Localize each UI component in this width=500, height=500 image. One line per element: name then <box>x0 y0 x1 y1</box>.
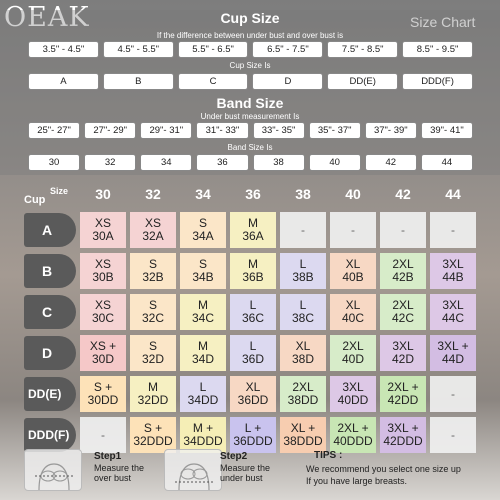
size-cell <box>180 376 226 412</box>
brand-logo: OEAK <box>4 2 90 33</box>
size-cell-letter: - <box>451 386 455 401</box>
size-cell <box>180 335 226 371</box>
cup-range-pill-5: 8.5" - 9.5" <box>402 41 473 58</box>
size-cell-letter: M <box>248 257 258 271</box>
size-cell-letter: M <box>248 216 258 230</box>
cup-value-pill-5: DDD(F) <box>402 73 473 90</box>
grid-size-label: Size <box>50 186 69 196</box>
size-cell-letter: - <box>351 222 355 237</box>
size-cell <box>280 212 326 248</box>
size-cell <box>430 294 476 330</box>
size-cell <box>380 253 426 289</box>
size-cell-code: 38B <box>292 270 314 284</box>
band-range-pill-2: 29"- 31" <box>140 122 192 139</box>
size-cell-code: 42B <box>392 270 414 284</box>
size-cell-letter: S <box>198 216 207 230</box>
size-cell-letter: M <box>198 298 208 312</box>
size-cell <box>180 212 226 248</box>
size-cell <box>130 294 176 330</box>
cup-range-row <box>28 41 473 58</box>
size-cell-letter: - <box>451 427 455 442</box>
size-cell <box>180 294 226 330</box>
size-cell-letter: XL <box>345 298 361 312</box>
grid-band-header-42: 42 <box>395 186 411 202</box>
band-range-pill-4: 33"- 35" <box>253 122 305 139</box>
tips-line-2: If you have large breasts. <box>306 476 408 486</box>
size-cell-code: 30B <box>92 270 114 284</box>
grid-band-header-32: 32 <box>145 186 161 202</box>
size-cell-code: 34DDD <box>183 434 223 448</box>
size-cell-letter: XS <box>94 216 111 230</box>
underbust-illustration <box>164 449 222 491</box>
size-cell <box>380 335 426 371</box>
cup-value-pill-3: D <box>252 73 323 90</box>
size-cell-letter: 2XL + <box>337 421 369 435</box>
band-value-pill-4: 38 <box>253 154 305 171</box>
size-cell <box>330 253 376 289</box>
size-cell <box>280 294 326 330</box>
band-value-pill-7: 44 <box>421 154 473 171</box>
size-cell-code: 30A <box>92 229 114 243</box>
size-cell-code: 40D <box>341 352 364 366</box>
band-value-row <box>28 154 473 171</box>
grid-corner-header <box>24 186 74 211</box>
size-cell-letter: M <box>148 380 158 394</box>
size-cell-code: 32DD <box>137 393 169 407</box>
size-cell-letter: S + <box>93 380 113 394</box>
chart-title: Size Chart <box>410 14 476 30</box>
size-cell <box>80 253 126 289</box>
size-cell <box>430 212 476 248</box>
size-cell <box>80 335 126 371</box>
band-range-pill-5: 35"- 37" <box>309 122 361 139</box>
grid-row-label: DDD(F) <box>24 418 76 452</box>
tips-title: TIPS : <box>314 450 343 461</box>
size-cell-letter: XL <box>245 380 261 394</box>
size-cell-letter: 2XL <box>342 339 364 353</box>
size-cell <box>330 376 376 412</box>
grid-row-label: B <box>24 254 76 288</box>
size-cell-code: 30DD <box>87 393 119 407</box>
size-cell <box>380 212 426 248</box>
size-cell <box>80 376 126 412</box>
size-cell-letter: M + <box>192 421 214 435</box>
size-cell <box>230 253 276 289</box>
grid-band-header-38: 38 <box>295 186 311 202</box>
size-cell-code: 42D <box>391 352 414 366</box>
cup-range-pill-2: 5.5" - 6.5" <box>178 41 249 58</box>
size-cell <box>180 253 226 289</box>
size-cell-code: 34C <box>191 311 214 325</box>
size-cell-letter: 3XL <box>392 339 414 353</box>
size-cell-code: 32C <box>141 311 164 325</box>
size-cell <box>330 294 376 330</box>
cup-range-pill-1: 4.5" - 5.5" <box>103 41 174 58</box>
size-cell-letter: L <box>299 257 307 271</box>
size-cell-code: 40DDD <box>333 434 373 448</box>
size-cell-letter: 2XL <box>392 298 414 312</box>
grid-row-label: DD(E) <box>24 377 76 411</box>
size-cell <box>130 253 176 289</box>
size-cell-letter: S <box>198 257 207 271</box>
cup-value-pill-2: C <box>178 73 249 90</box>
grid-band-header-30: 30 <box>95 186 111 202</box>
step2-title: Step2 <box>220 451 248 462</box>
tips-line-1: We recommend you select one size up <box>306 464 461 474</box>
size-cell-code: 34DD <box>187 393 219 407</box>
overbust-illustration <box>24 449 82 491</box>
cup-value-pill-1: B <box>103 73 174 90</box>
size-cell-code: 30D <box>91 352 114 366</box>
step1-desc: Measure the over bust <box>94 463 145 483</box>
size-cell-code: 36A <box>242 229 264 243</box>
size-cell <box>280 253 326 289</box>
size-cell-code: 34D <box>191 352 214 366</box>
size-cell-letter: L <box>199 380 207 394</box>
size-cell <box>280 376 326 412</box>
grid-row-label: C <box>24 295 76 329</box>
size-cell-code: 36C <box>241 311 264 325</box>
size-cell-letter: 3XL <box>442 298 464 312</box>
size-cell-letter: S <box>148 257 157 271</box>
size-cell-letter: XS <box>144 216 161 230</box>
cup-range-pill-0: 3.5" - 4.5" <box>28 41 99 58</box>
size-cell-letter: XS + <box>89 339 117 353</box>
size-cell-code: 36D <box>241 352 264 366</box>
band-range-pill-3: 31"- 33" <box>196 122 248 139</box>
band-range-pill-1: 27"- 29" <box>84 122 136 139</box>
size-cell <box>130 212 176 248</box>
size-cell-code: 38D <box>291 352 314 366</box>
size-cell-code: 38DDD <box>283 434 323 448</box>
size-cell-letter: - <box>101 427 105 442</box>
size-cell-code: 32A <box>142 229 164 243</box>
size-cell-code: 44D <box>441 352 464 366</box>
size-cell-code: 40DD <box>337 393 369 407</box>
size-cell-letter: - <box>401 222 405 237</box>
size-cell-letter: M <box>198 339 208 353</box>
size-cell-letter: 2XL + <box>387 380 419 394</box>
size-cell <box>230 294 276 330</box>
size-cell-letter: S <box>148 339 157 353</box>
band-value-pill-6: 42 <box>365 154 417 171</box>
size-cell-code: 40B <box>342 270 364 284</box>
size-cell-letter: 2XL <box>292 380 314 394</box>
size-cell-letter: L <box>299 298 307 312</box>
size-cell-letter: XL <box>295 339 311 353</box>
band-range-pill-7: 39"- 41" <box>421 122 473 139</box>
size-cell-code: 44B <box>442 270 464 284</box>
size-cell <box>330 335 376 371</box>
band-value-pill-5: 40 <box>309 154 361 171</box>
size-cell-code: 42DD <box>387 393 419 407</box>
grid-band-header-44: 44 <box>445 186 461 202</box>
size-cell-letter: XL + <box>290 421 316 435</box>
size-cell-letter: 2XL <box>392 257 414 271</box>
cup-section-caption2: Cup Size Is <box>229 61 271 70</box>
band-range-pill-0: 25"- 27" <box>28 122 80 139</box>
grid-band-header-34: 34 <box>195 186 211 202</box>
grid-band-header-40: 40 <box>345 186 361 202</box>
size-cell <box>430 253 476 289</box>
size-cell-code: 32D <box>141 352 164 366</box>
size-cell-letter: L + <box>244 421 262 435</box>
size-cell <box>80 212 126 248</box>
size-cell-letter: - <box>301 222 305 237</box>
size-cell-letter: XS <box>94 298 111 312</box>
size-cell-code: 42DDD <box>383 434 423 448</box>
band-value-pill-0: 30 <box>28 154 80 171</box>
size-cell <box>380 294 426 330</box>
cup-value-pill-0: A <box>28 73 99 90</box>
size-cell-code: 38C <box>291 311 314 325</box>
size-cell-letter: L <box>249 298 257 312</box>
cup-value-row <box>28 73 473 90</box>
size-cell-letter: S + <box>143 421 163 435</box>
cup-section-title: Cup Size <box>220 10 280 26</box>
cup-section-caption: If the difference between under bust and over bust is <box>156 31 344 40</box>
size-cell <box>230 335 276 371</box>
size-cell-letter: - <box>451 222 455 237</box>
size-cell <box>380 376 426 412</box>
band-value-pill-3: 36 <box>196 154 248 171</box>
size-cell-code: 36DD <box>237 393 269 407</box>
size-cell <box>130 335 176 371</box>
size-cell-code: 34B <box>192 270 214 284</box>
footer-instructions <box>24 446 494 496</box>
size-cell <box>430 335 476 371</box>
size-cell-code: 30C <box>91 311 114 325</box>
size-cell <box>230 212 276 248</box>
grid-row-label: D <box>24 336 76 370</box>
size-cell-letter: XS <box>94 257 111 271</box>
size-cell-letter: L <box>249 339 257 353</box>
grid-row-label: A <box>24 213 76 247</box>
band-value-pill-1: 32 <box>84 154 136 171</box>
band-value-pill-2: 34 <box>140 154 192 171</box>
cup-range-pill-4: 7.5" - 8.5" <box>327 41 398 58</box>
size-cell <box>330 212 376 248</box>
size-cell-code: 44C <box>441 311 464 325</box>
size-cell-code: 32DDD <box>133 434 173 448</box>
band-section-caption2: Band Size Is <box>227 143 273 152</box>
step2-desc: Measure the under bust <box>220 463 271 483</box>
size-cell-code: 32B <box>142 270 164 284</box>
size-cell-code: 40C <box>341 311 364 325</box>
size-cell-code: 42C <box>391 311 414 325</box>
size-cell <box>80 294 126 330</box>
size-cell-letter: 3XL + <box>387 421 419 435</box>
size-cell-letter: XL <box>345 257 361 271</box>
size-cell-letter: 3XL <box>342 380 364 394</box>
grid-band-header-36: 36 <box>245 186 261 202</box>
band-section-caption: Under bust measurement Is <box>200 112 300 121</box>
band-range-pill-6: 37"- 39" <box>365 122 417 139</box>
size-cell-letter: S <box>148 298 157 312</box>
size-cell <box>430 376 476 412</box>
grid-cup-label: Cup <box>24 194 46 206</box>
size-cell <box>230 376 276 412</box>
size-cell-code: 38DD <box>287 393 319 407</box>
size-cell-code: 36DDD <box>233 434 273 448</box>
size-cell-letter: 3XL + <box>437 339 469 353</box>
size-cell-letter: 3XL <box>442 257 464 271</box>
size-cell-code: 36B <box>242 270 264 284</box>
size-cell-code: 34A <box>192 229 214 243</box>
step1-title: Step1 <box>94 451 122 462</box>
band-section-title: Band Size <box>216 95 284 111</box>
size-cell <box>130 376 176 412</box>
cup-value-pill-4: DD(E) <box>327 73 398 90</box>
size-cell <box>280 335 326 371</box>
cup-range-pill-3: 6.5" - 7.5" <box>252 41 323 58</box>
band-range-row <box>28 122 473 139</box>
